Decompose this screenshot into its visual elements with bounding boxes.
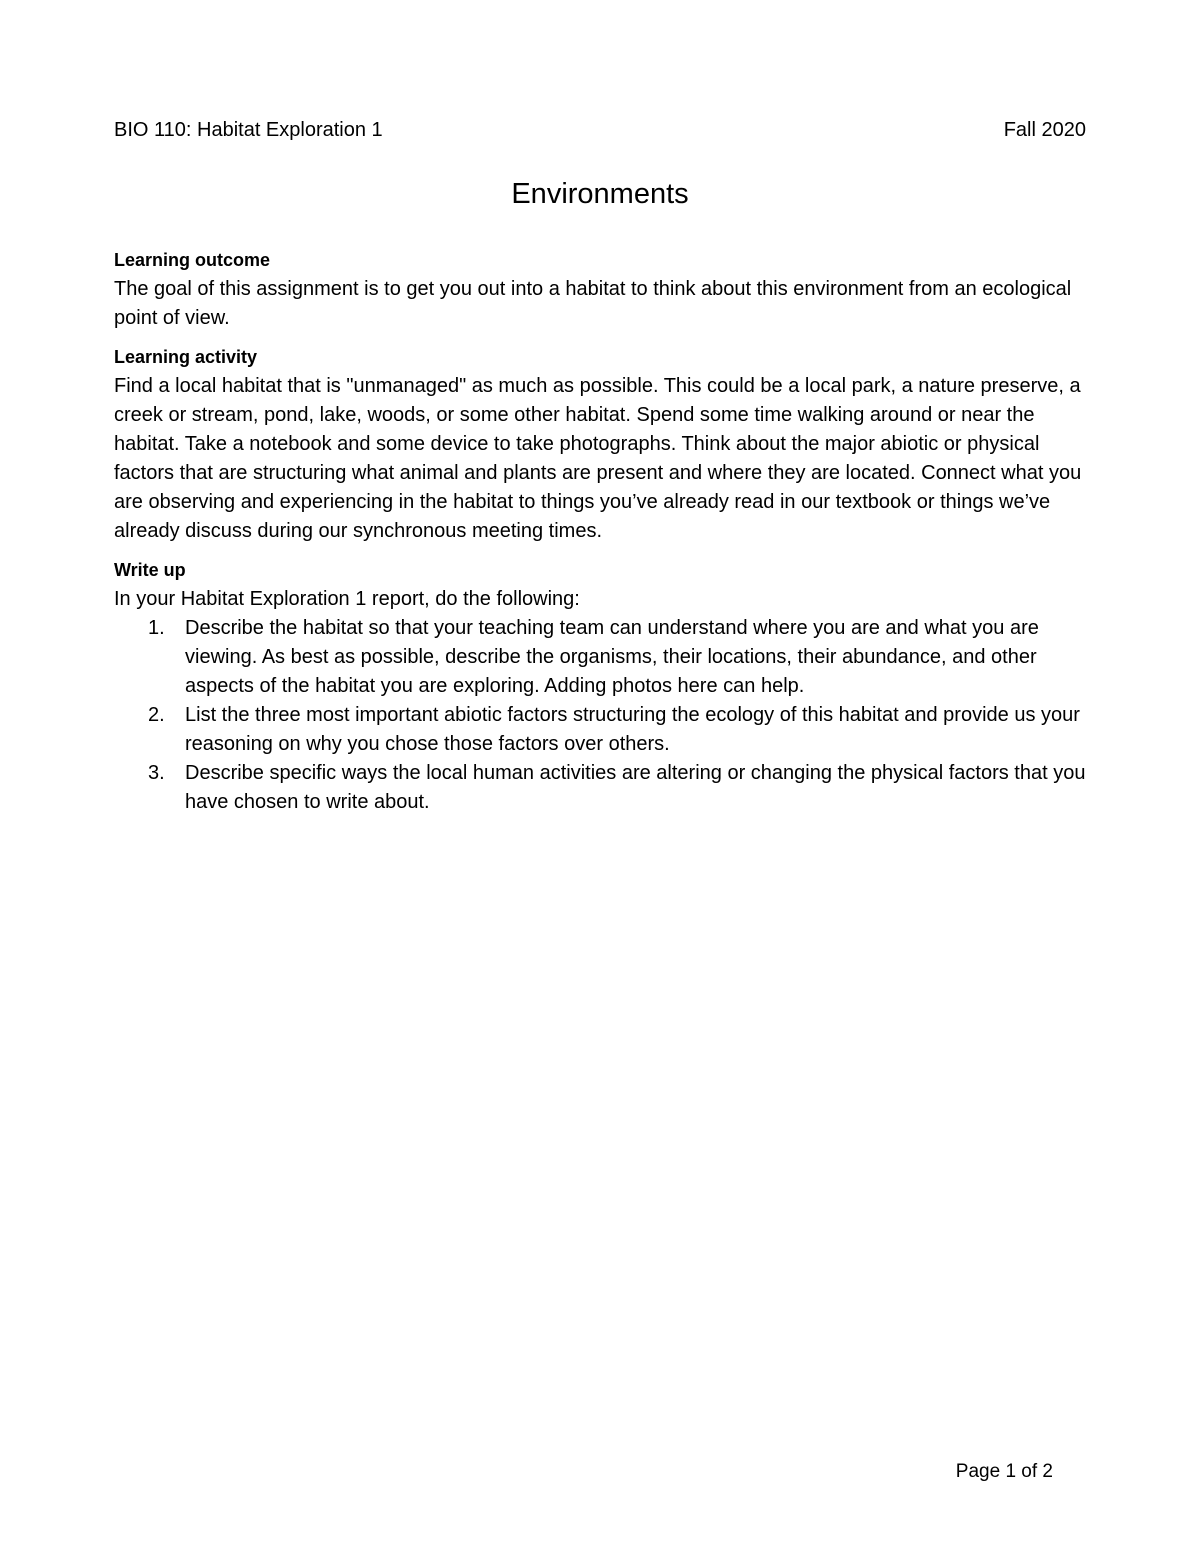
section-body: Find a local habitat that is "unmanaged" as much as possible. This could be a local park, a nature preserve, a creek or stream, pond, lake, woods, or some other habitat. Spend some time walking around or near the habitat. Take a notebook and some device to take photographs. Think about the major abiotic or physical factors that are structuring what animal and plants are present and where they are located. Connect what you are observing and experiencing in the habitat to things you’ve already read in our textbook or things we’ve already discuss during our synchronous meeting times. [114,375,1082,542]
list-item-text: Describe the habitat so that your teaching team can understand where you are and what you are viewing. As best as possible, describe the organisms, their locations, their abundance, and other aspects of the habitat you are exploring. Adding photos here can help. [185,617,1039,697]
write-up-section [114,556,1089,817]
list-item-number: 1. [148,617,165,639]
list-item [114,701,1089,759]
instruction-list [114,614,1089,817]
list-item [114,759,1089,817]
page-number: Page 1 of 2 [955,1461,1053,1482]
section-body: The goal of this assignment is to get you out into a habitat to think about this environment from an ecological point of view. [114,278,1072,329]
term-label: Fall 2020 [1003,119,1086,141]
document-title: Environments [511,178,689,210]
section-heading: Write up [114,560,186,580]
learning-activity-section [114,343,1089,546]
page-header [114,116,1086,144]
section-intro: In your Habitat Exploration 1 report, do the following: [114,588,580,610]
list-item-text: List the three most important abiotic factors structuring the ecology of this habitat and provide us your reasoning on why you chose those factors over others. [185,704,1080,755]
section-heading: Learning outcome [114,250,271,270]
section-heading: Learning activity [114,347,258,367]
list-item [114,614,1089,701]
course-label: BIO 110: Habitat Exploration 1 [114,119,383,141]
document-body [114,246,1089,827]
list-item-number: 3. [148,762,165,784]
list-item-text: Describe specific ways the local human activities are altering or changing the physical factors that you have chosen to write about. [185,762,1086,813]
list-item-number: 2. [148,704,165,726]
learning-outcome-section [114,246,1089,333]
